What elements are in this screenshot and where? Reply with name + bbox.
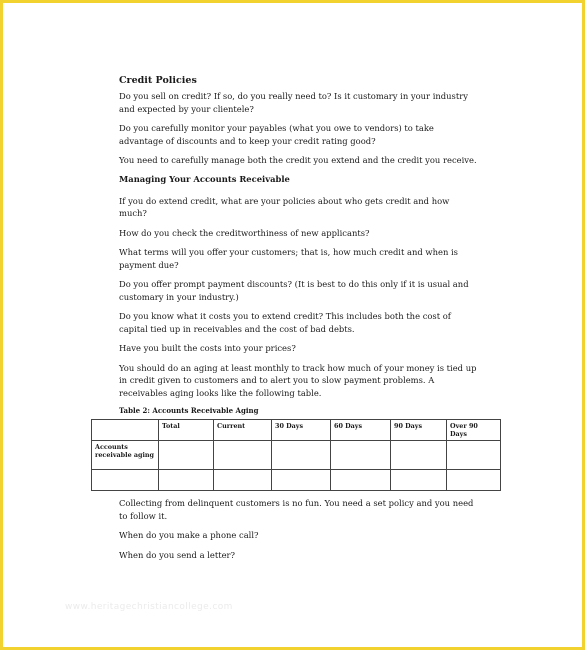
- section-heading: Managing Your Accounts Receivable: [119, 173, 290, 184]
- table-caption: Table 2: Accounts Receivable Aging: [119, 406, 259, 415]
- table-row: [92, 441, 501, 470]
- table-cell: [331, 441, 391, 470]
- table-cell: [214, 470, 272, 491]
- table-header-cell: 30 Days: [272, 420, 331, 441]
- table-cell: [447, 470, 501, 491]
- table-cell: [272, 441, 331, 470]
- receivables-aging-table: [91, 419, 501, 491]
- document-title: Credit Policies: [119, 75, 197, 86]
- paragraph: Do you offer prompt payment discounts? (It is best to do this only if it is usual and customary in your industry.): [119, 279, 469, 302]
- closing-section: [119, 497, 479, 561]
- paragraph: Collecting from delinquent customers is no fun. You need a set policy and you need to follow it.: [119, 498, 474, 521]
- paragraph: Do you sell on credit? If so, do you really need to? Is it customary in your industry and expected by your clientele?: [119, 91, 468, 114]
- table-header-cell: Current: [214, 420, 272, 441]
- watermark: www.heritagechristiancollege.com: [65, 602, 233, 612]
- table-header-row: [92, 420, 501, 441]
- table-cell: [272, 470, 331, 491]
- paragraph: What terms will you offer your customers; that is, how much credit and when is payment due?: [119, 247, 458, 270]
- table-cell: [159, 441, 214, 470]
- paragraph: How do you check the creditworthiness of new applicants?: [119, 227, 370, 238]
- paragraph: When do you send a letter?: [119, 549, 236, 560]
- paragraph: If you do extend credit, what are your policies about who gets credit and how much?: [119, 195, 450, 218]
- paragraph: Do you know what it costs you to extend credit? This includes both the cost of capital tied up in receivables and the cost of bad debts.: [119, 311, 451, 334]
- table-cell: [159, 470, 214, 491]
- table-header-cell: Over 90 Days: [447, 420, 501, 441]
- table-cell: [214, 441, 272, 470]
- paragraph: Do you carefully monitor your payables (what you owe to vendors) to take advantage of discounts and to keep your credit rating good?: [119, 123, 434, 146]
- table-cell: [331, 470, 391, 491]
- table-cell: [391, 470, 447, 491]
- table-row: [92, 470, 501, 491]
- paragraph: Have you built the costs into your prices?: [119, 343, 296, 353]
- table-cell: [391, 441, 447, 470]
- paragraph: You should do an aging at least monthly to track how much of your money is tied up in credit given to customers and to alert you to slow payment problems. A receivables aging looks like the following table.: [119, 362, 477, 398]
- table-header-cell: 90 Days: [391, 420, 447, 441]
- table-cell: [447, 441, 501, 470]
- table-header-cell: 60 Days: [331, 420, 391, 441]
- paragraph: You need to carefully manage both the credit you extend and the credit you receive.: [119, 155, 477, 165]
- table-header-cell: [92, 420, 159, 441]
- table-row-label: Accounts receivable aging: [92, 441, 159, 470]
- paragraph: When do you make a phone call?: [119, 530, 259, 540]
- document-body: [95, 75, 479, 568]
- table-header-cell: Total: [159, 420, 214, 441]
- table-cell: [92, 470, 159, 491]
